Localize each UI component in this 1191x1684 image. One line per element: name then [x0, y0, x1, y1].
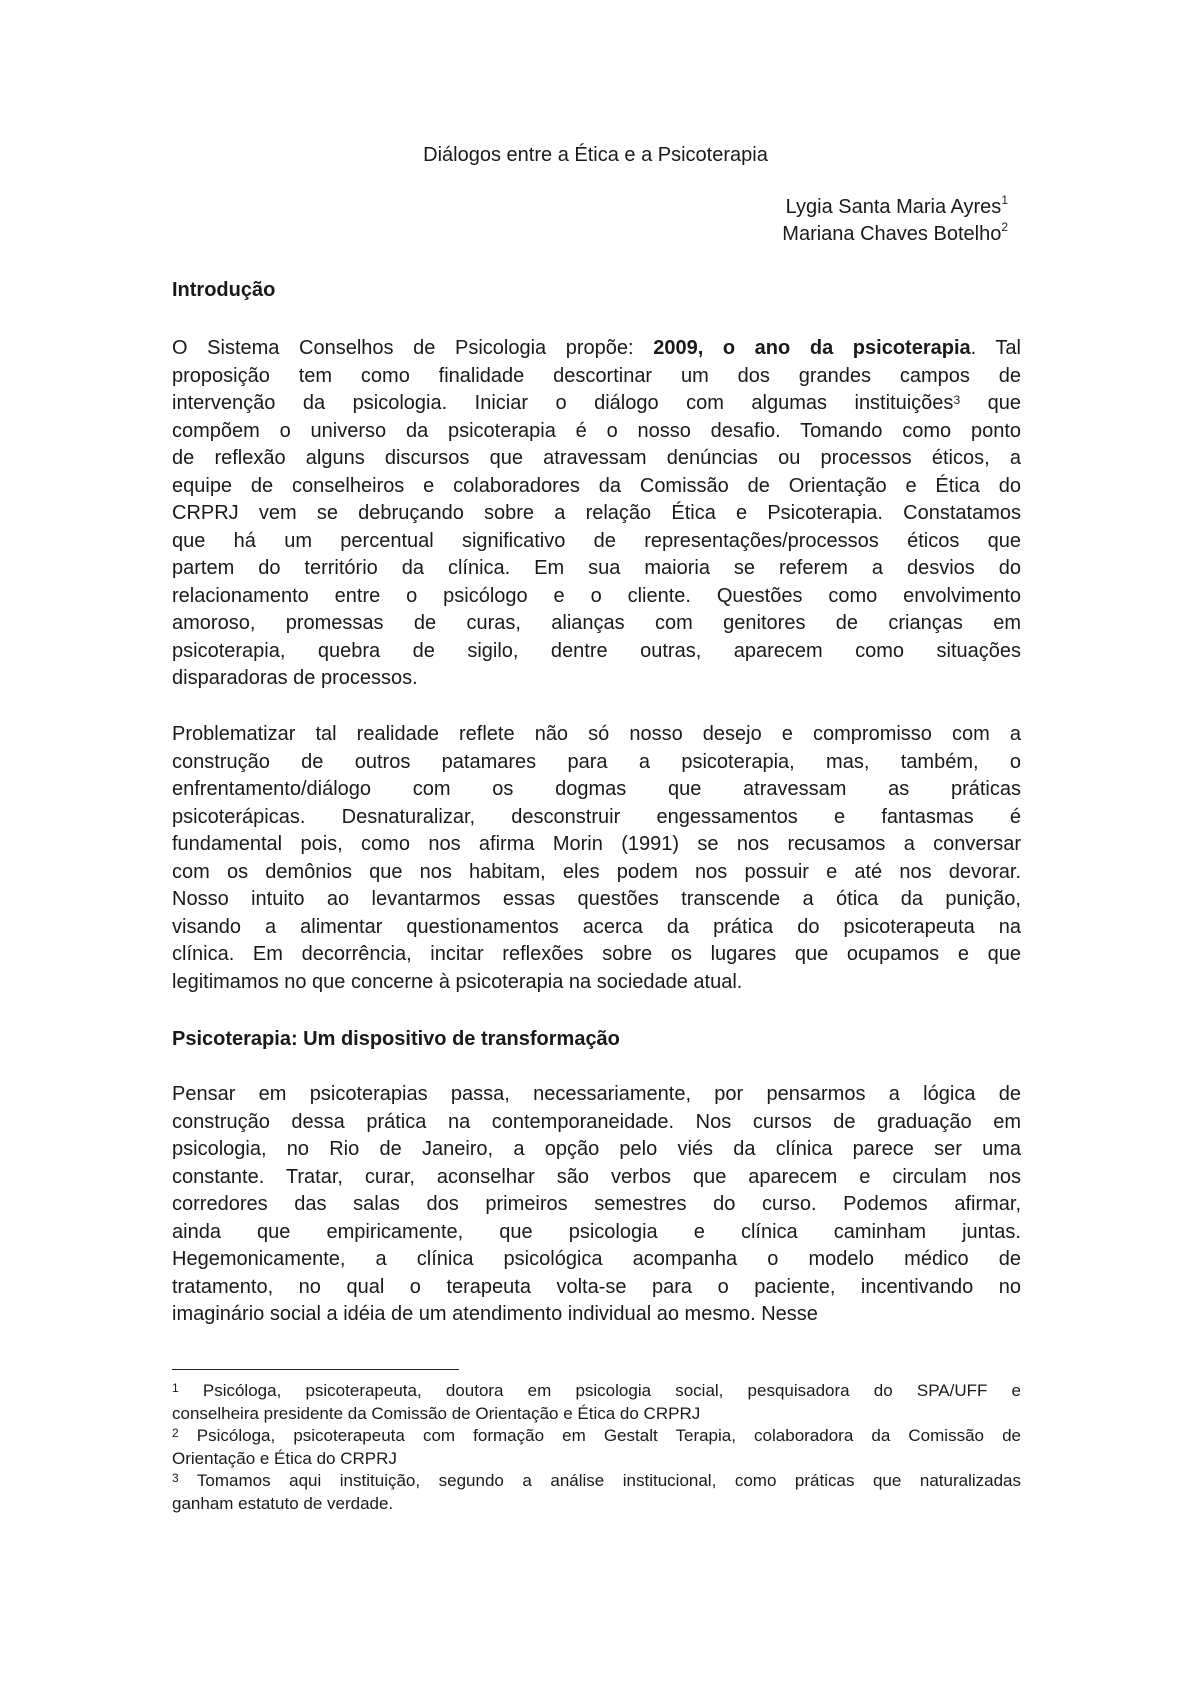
- footnote-text: conselheira presidente da Comissão de Orientação e Ética do CRPRJ: [172, 1403, 701, 1423]
- text-line: partem do território da clínica. Em sua maioria se referem a desvios do: [172, 557, 1021, 579]
- text-line: compõem o universo da psicoterapia é o nosso desafio. Tomando como ponto: [172, 419, 1021, 442]
- footnote-line: [172, 1493, 1021, 1516]
- text-line: Pensar em psicoterapias passa, necessariamente, por pensarmos a lógica de: [172, 1083, 1021, 1105]
- author-2: [782, 220, 1008, 246]
- text-line: [172, 390, 1021, 418]
- text-line: que há um percentual significativo de representações/processos éticos que: [172, 529, 1021, 552]
- text-line: psicoterápicas. Desnaturalizar, desconstruir engessamentos e fantasmas é: [172, 805, 1021, 828]
- footnote-text: Psicóloga, psicoterapeuta, doutora em psicologia social, pesquisadora do SPA/UFF e: [202, 1381, 1021, 1400]
- text-line: ainda que empiricamente, que psicologia e clínica caminham juntas.: [172, 1220, 1021, 1243]
- author-name: Mariana Chaves Botelho: [782, 223, 1002, 245]
- footnote-text: Tomamos aqui instituição, segundo a análise institucional, como práticas que naturalizadas: [196, 1471, 1021, 1490]
- footnote-ref: 2: [1001, 220, 1008, 234]
- text: que: [960, 392, 1021, 414]
- text-line: Problematizar tal realidade reflete não só nosso desejo e compromisso com a: [172, 723, 1021, 745]
- footnote-divider: [172, 1369, 459, 1370]
- footnote-number: 2: [172, 1426, 179, 1440]
- footnote-line: [172, 1448, 1021, 1471]
- text-line: amoroso, promessas de curas, alianças com genitores de crianças em: [172, 612, 1021, 634]
- text-line: Nosso intuito ao levantarmos essas questões transcende a ótica da punição,: [172, 888, 1021, 910]
- text-line: imaginário social a idéia de um atendimento individual ao mesmo. Nesse: [172, 1303, 818, 1325]
- text-line: psicologia, no Rio de Janeiro, a opção pelo viés da clínica parece ser uma: [172, 1138, 1021, 1160]
- text-line: proposição tem como finalidade descortinar um dos grandes campos de: [172, 364, 1021, 387]
- text-line: visando a alimentar questionamentos acerca da prática do psicoterapeuta na: [172, 915, 1021, 938]
- document-title: Diálogos entre a Ética e a Psicoterapia: [423, 144, 768, 166]
- paragraph-3: [172, 1081, 1021, 1329]
- footnote-line: [172, 1470, 1021, 1493]
- section-heading-introducao: Introdução: [172, 279, 276, 301]
- footnotes: [172, 1380, 1021, 1515]
- text-line: constante. Tratar, curar, aconselhar são verbos que aparecem e circulam nos: [172, 1165, 1021, 1188]
- footnote-text: Orientação e Ética do CRPRJ: [172, 1448, 397, 1468]
- text-line: com os demônios que nos habitam, eles podem nos possuir e até nos devorar.: [172, 860, 1021, 883]
- text-line: construção dessa prática na contemporaneidade. Nos cursos de graduação em: [172, 1110, 1021, 1133]
- section-heading-psicoterapia: Psicoterapia: Um dispositivo de transformação: [172, 1028, 620, 1050]
- text-line: clínica. Em decorrência, incitar reflexões sobre os lugares que ocupamos e que: [172, 943, 1021, 965]
- text-line: legitimamos no que concerne à psicoterapia na sociedade atual.: [172, 970, 743, 993]
- text-line: de reflexão alguns discursos que atravessam denúncias ou processos éticos, a: [172, 447, 1021, 469]
- text-line: relacionamento entre o psicólogo e o cliente. Questões como envolvimento: [172, 584, 1021, 607]
- bold-text: 2009, o ano da psicoterapia: [653, 337, 971, 359]
- author-name: Lygia Santa Maria Ayres: [785, 196, 1002, 218]
- footnote-line: [172, 1380, 1021, 1403]
- text-line: fundamental pois, como nos afirma Morin (1991) se nos recusamos a conversar: [172, 833, 1021, 855]
- text-line: disparadoras de processos.: [172, 667, 418, 689]
- footnote-ref: 3: [953, 393, 961, 407]
- footnote-text: Psicóloga, psicoterapeuta com formação em Gestalt Terapia, colaboradora da Comissão de: [196, 1426, 1021, 1445]
- text-line: construção de outros patamares para a psicoterapia, mas, também, o: [172, 750, 1021, 773]
- text-line: psicoterapia, quebra de sigilo, dentre outras, aparecem como situações: [172, 639, 1021, 662]
- text-line: Hegemonicamente, a clínica psicológica acompanha o modelo médico de: [172, 1248, 1021, 1270]
- text: . Tal: [970, 337, 1021, 359]
- footnote-number: 1: [172, 1381, 179, 1395]
- footnote-number: 3: [172, 1471, 179, 1485]
- footnote-line: [172, 1425, 1021, 1448]
- text-line: equipe de conselheiros e colaboradores da Comissão de Orientação e Ética do: [172, 474, 1021, 497]
- footnote-line: [172, 1403, 1021, 1426]
- text-line: corredores das salas dos primeiros semestres do curso. Podemos afirmar,: [172, 1193, 1021, 1215]
- text: intervenção da psicologia. Iniciar o diálogo com algumas instituições: [172, 392, 954, 414]
- author-1: [785, 193, 1008, 219]
- text: O Sistema Conselhos de Psicologia propõe:: [172, 337, 654, 359]
- text-line: [172, 335, 1021, 363]
- footnote-text: ganham estatuto de verdade.: [172, 1493, 394, 1513]
- footnote-ref: 1: [1001, 193, 1008, 207]
- text-line: enfrentamento/diálogo com os dogmas que atravessam as práticas: [172, 778, 1021, 800]
- paragraph-1: [172, 335, 1021, 693]
- text-line: CRPRJ vem se debruçando sobre a relação Ética e Psicoterapia. Constatamos: [172, 502, 1021, 524]
- text-line: tratamento, no qual o terapeuta volta-se para o paciente, incentivando no: [172, 1275, 1021, 1298]
- paragraph-2: [172, 721, 1021, 996]
